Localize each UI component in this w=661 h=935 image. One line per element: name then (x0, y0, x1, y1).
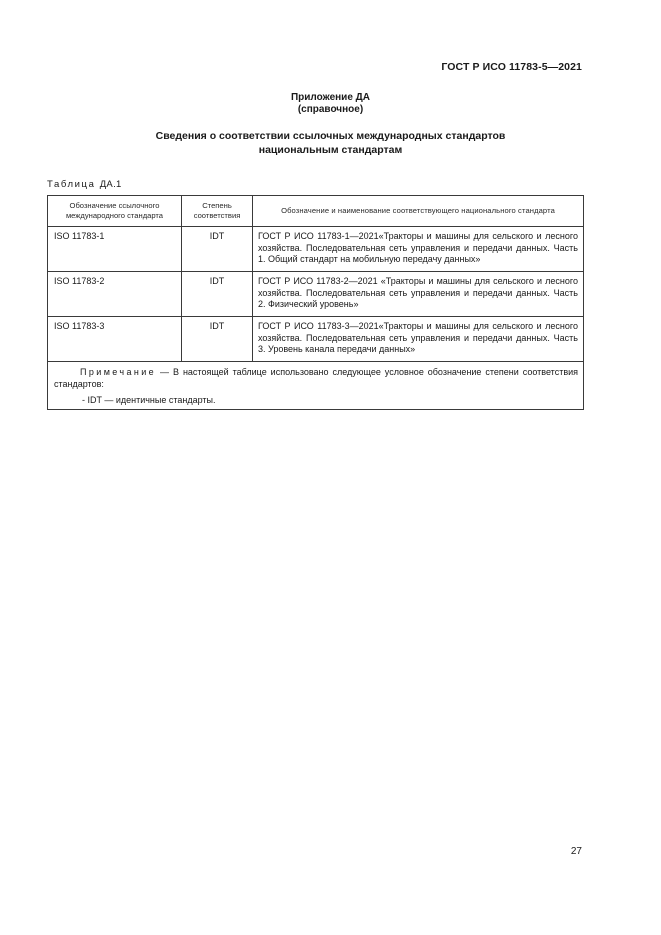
table-row (48, 317, 584, 362)
table-header-row (48, 196, 584, 227)
annex-heading (0, 129, 661, 157)
national-standard-text: ГОСТ Р ИСО 11783-3—2021«Тракторы и машины для сельского и лесного хозяйства. Последовательная сеть управления и передачи данных. Часть 3. Уровень канала передачи данных» (258, 321, 578, 355)
standards-correspondence-table (47, 195, 584, 410)
cell-intl-standard (48, 317, 182, 362)
cell-degree (182, 227, 253, 272)
note-body: — В настоящей таблице использовано следующее условное обозначение степени соответствия стандартов: (54, 367, 578, 389)
annex-heading-line-2: национальным стандартам (258, 144, 403, 156)
cell-national-standard (253, 227, 584, 272)
table-row (48, 227, 584, 272)
header-degree (182, 196, 253, 227)
cell-intl-standard (48, 227, 182, 272)
note-list-item: - IDT — идентичные стандарты. (82, 395, 216, 405)
cell-degree (182, 317, 253, 362)
table-caption-label: Таблица (47, 179, 96, 190)
national-standard-text: ГОСТ Р ИСО 11783-1—2021«Тракторы и машины для сельского и лесного хозяйства. Последовательная сеть управления и передачи данных. Часть 1. Общий стандарт на мобильную передачу данных» (258, 231, 578, 265)
cell-national-standard (253, 272, 584, 317)
degree-text: IDT (209, 231, 225, 241)
annex-title: Приложение ДА (290, 92, 371, 103)
cell-intl-standard (48, 272, 182, 317)
header-degree-line-2: соответствия (193, 211, 241, 220)
intl-standard-text: ISO 11783-3 (54, 321, 105, 331)
annex-subtitle: (справочное) (297, 104, 364, 115)
table-row (48, 272, 584, 317)
page-number: 27 (570, 846, 582, 857)
intl-standard-text: ISO 11783-1 (54, 231, 105, 241)
note-label: Примечание (80, 367, 157, 377)
table-note-row (48, 362, 584, 410)
cell-degree (182, 272, 253, 317)
national-standard-text: ГОСТ Р ИСО 11783-2—2021 «Тракторы и машины для сельского и лесного хозяйства. Последовательная сеть управления и передачи данных. Часть 2. Физический уровень» (258, 276, 578, 310)
degree-text: IDT (209, 276, 225, 286)
document-code: ГОСТ Р ИСО 11783-5—2021 (441, 61, 582, 73)
table-caption (47, 179, 122, 190)
header-intl-line-1: Обозначение ссылочного (69, 201, 160, 210)
annex-heading-line-1: Сведения о соответствии ссылочных международных стандартов (155, 130, 506, 142)
table-caption-number: ДА.1 (99, 179, 122, 190)
table-note (48, 362, 584, 410)
header-national-standard: Обозначение и наименование соответствующего национального стандарта (253, 196, 584, 227)
degree-text: IDT (209, 321, 225, 331)
header-degree-line-1: Степень (202, 201, 232, 210)
intl-standard-text: ISO 11783-2 (54, 276, 105, 286)
header-intl-standard (48, 196, 182, 227)
header-intl-line-2: международного стандарта (65, 211, 164, 220)
note-text (48, 362, 583, 390)
cell-national-standard (253, 317, 584, 362)
